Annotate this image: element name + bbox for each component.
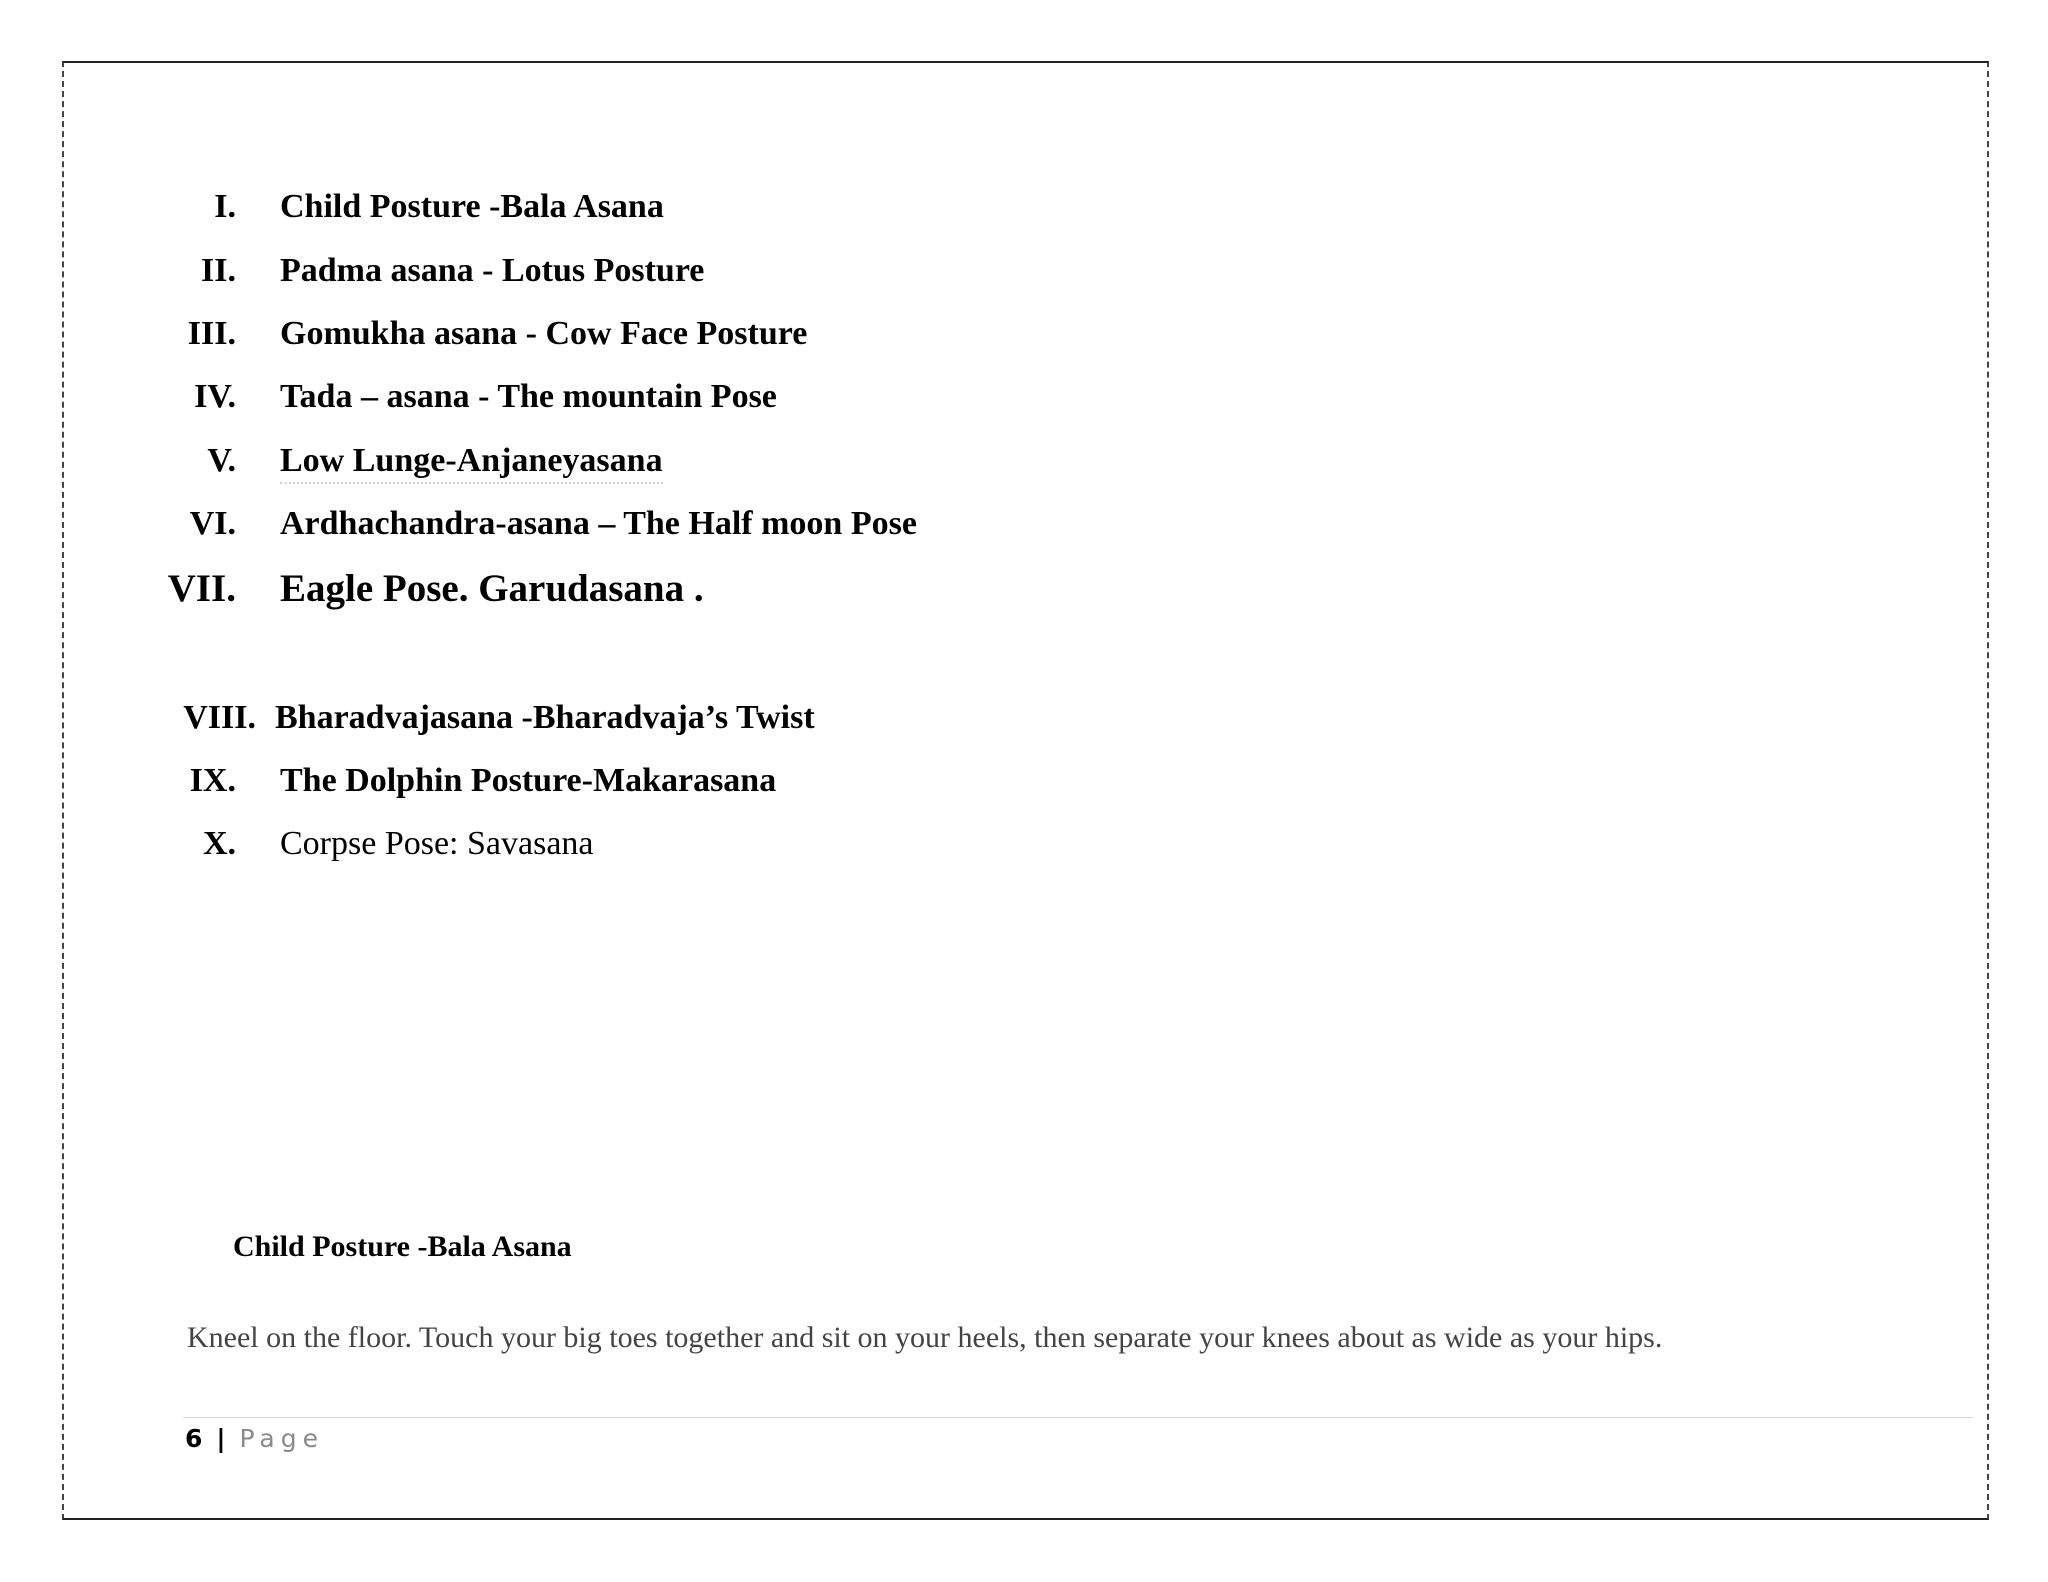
- toc-numeral: IV.: [194, 378, 236, 415]
- body-paragraph: Kneel on the floor. Touch your big toes together and sit on your heels, then separate your knees about as wide as your hips.: [187, 1321, 1663, 1354]
- footer-separator: |: [216, 1424, 226, 1453]
- toc-entry: Low Lunge-Anjaneyasana: [280, 442, 663, 484]
- page-number: 6: [185, 1424, 203, 1453]
- toc-entry: Bharadvajasana -Bharadvaja’s Twist: [275, 699, 815, 736]
- toc-numeral: VII.: [167, 567, 236, 610]
- toc-entry: Padma asana - Lotus Posture: [280, 252, 705, 289]
- page-label: Page: [239, 1424, 324, 1453]
- toc-entry: Corpse Pose: Savasana: [280, 825, 594, 862]
- toc-numeral: III.: [187, 315, 236, 352]
- toc-numeral: X.: [202, 825, 236, 862]
- toc-numeral: V.: [207, 442, 236, 479]
- toc-numeral: II.: [201, 252, 236, 289]
- section-heading: Child Posture -Bala Asana: [233, 1230, 572, 1263]
- toc-entry: Tada – asana - The mountain Pose: [280, 378, 777, 415]
- toc-entry: The Dolphin Posture-Makarasana: [280, 762, 777, 799]
- page-footer: [185, 1424, 324, 1453]
- toc-entry: Ardhachandra-asana – The Half moon Pose: [280, 505, 917, 542]
- footer-divider: [183, 1417, 1973, 1418]
- toc-entry: Gomukha asana - Cow Face Posture: [280, 315, 808, 352]
- toc-numeral: I.: [214, 188, 236, 225]
- toc-numeral: VIII.: [183, 699, 256, 736]
- toc-entry: Child Posture -Bala Asana: [280, 188, 664, 225]
- toc-numeral: IX.: [189, 762, 236, 799]
- toc-numeral: VI.: [189, 505, 236, 542]
- toc-entry: Eagle Pose. Garudasana .: [280, 567, 704, 610]
